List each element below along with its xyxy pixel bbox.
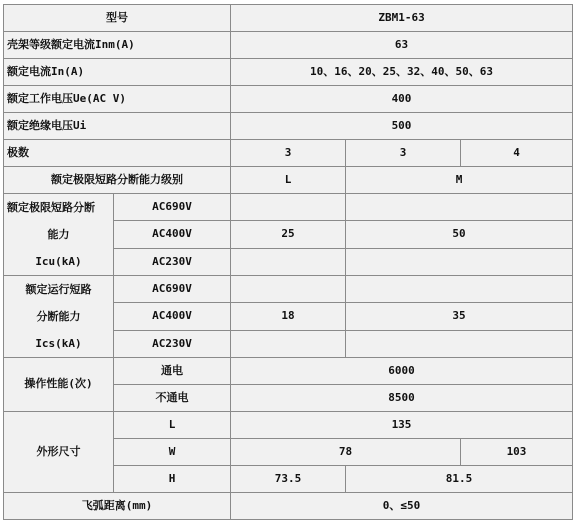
- row-operation: [4, 358, 573, 385]
- dim-w-value: 78: [231, 439, 461, 466]
- icu-level-label: 额定极限短路分断能力级别: [4, 167, 231, 194]
- dim-w-value: 103: [461, 439, 573, 466]
- row-frame-current: [4, 32, 573, 59]
- dimension-label: 外形尺寸: [4, 412, 114, 493]
- frame-current-label: 壳架等级额定电流Inm(A): [4, 32, 231, 59]
- row-rated-current: [4, 59, 573, 86]
- ics-value: [231, 330, 346, 357]
- row-rated-voltage: [4, 86, 573, 113]
- poles-value: 3: [346, 140, 461, 167]
- icu-voltage: AC230V: [114, 248, 231, 275]
- specification-table: [3, 4, 573, 520]
- icu-voltage: AC690V: [114, 194, 231, 221]
- row-ics: [4, 276, 573, 303]
- dim-h-value: 81.5: [346, 466, 573, 493]
- icu-level-value: L: [231, 167, 346, 194]
- icu-label: [4, 194, 114, 276]
- ics-value: 18: [231, 303, 346, 330]
- model-value: ZBM1-63: [231, 5, 573, 32]
- ics-value: 35: [346, 303, 573, 330]
- poles-label: 极数: [4, 140, 231, 167]
- ics-label-line: 分断能力: [36, 310, 81, 323]
- ics-voltage: AC230V: [114, 330, 231, 357]
- icu-voltage: AC400V: [114, 221, 231, 248]
- operation-value: 8500: [231, 385, 573, 412]
- row-model: [4, 5, 573, 32]
- rated-current-label: 额定电流In(A): [4, 59, 231, 86]
- icu-value: [231, 248, 346, 275]
- ics-value: [231, 276, 346, 303]
- arc-label: 飞弧距离(mm): [4, 493, 231, 520]
- icu-label-line: 能力: [47, 228, 70, 241]
- ics-label-line: Ics(kA): [35, 337, 82, 350]
- operation-value: 6000: [231, 358, 573, 385]
- ics-label-line: 额定运行短路: [25, 283, 92, 296]
- poles-value: 4: [461, 140, 573, 167]
- dim-h-label: H: [114, 466, 231, 493]
- icu-label-line: 额定极限短路分断: [7, 201, 95, 214]
- dim-h-value: 73.5: [231, 466, 346, 493]
- ics-value: [346, 330, 573, 357]
- insulation-voltage-label: 额定绝缘电压Ui: [4, 113, 231, 140]
- icu-value: [346, 248, 573, 275]
- dim-l-label: L: [114, 412, 231, 439]
- row-arc: [4, 493, 573, 520]
- ics-voltage: AC400V: [114, 303, 231, 330]
- ics-voltage: AC690V: [114, 276, 231, 303]
- rated-current-value: 10、16、20、25、32、40、50、63: [231, 59, 573, 86]
- row-icu: [4, 194, 573, 221]
- icu-level-value: M: [346, 167, 573, 194]
- operation-name: 通电: [114, 358, 231, 385]
- dim-l-value: 135: [231, 412, 573, 439]
- arc-value: 0、≤50: [231, 493, 573, 520]
- icu-value: 25: [231, 221, 346, 248]
- icu-value: 50: [346, 221, 573, 248]
- insulation-voltage-value: 500: [231, 113, 573, 140]
- ics-label: [4, 276, 114, 358]
- icu-label-line: Icu(kA): [35, 255, 82, 268]
- row-icu-level: [4, 167, 573, 194]
- icu-value: [231, 194, 346, 221]
- dim-w-label: W: [114, 439, 231, 466]
- row-insulation-voltage: [4, 113, 573, 140]
- ics-value: [346, 276, 573, 303]
- operation-name: 不通电: [114, 385, 231, 412]
- row-dimension-l: [4, 412, 573, 439]
- operation-label: 操作性能(次): [4, 358, 114, 412]
- poles-value: 3: [231, 140, 346, 167]
- model-label: 型号: [4, 5, 231, 32]
- icu-value: [346, 194, 573, 221]
- rated-voltage-value: 400: [231, 86, 573, 113]
- frame-current-value: 63: [231, 32, 573, 59]
- rated-voltage-label: 额定工作电压Ue(AC V): [4, 86, 231, 113]
- row-poles: [4, 140, 573, 167]
